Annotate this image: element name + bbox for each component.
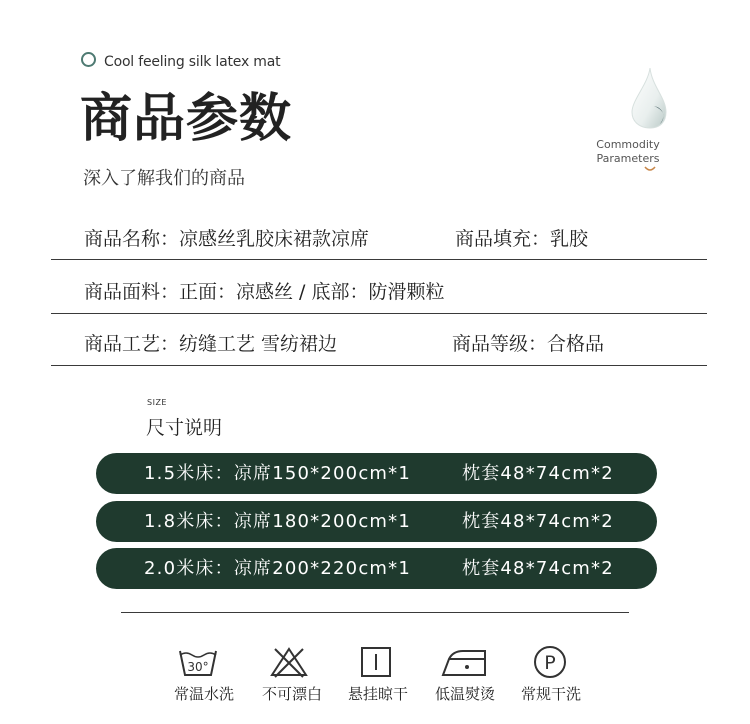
size-row-pillow: 枕套48*74cm*2: [462, 511, 614, 532]
care-label: 常规干洗: [520, 685, 581, 703]
param-name: 商品名称：凉感丝乳胶床裙款凉席: [84, 228, 370, 250]
wash-30-icon: [178, 645, 218, 679]
care-label: 低温熨烫: [434, 685, 495, 703]
size-row-mat: 1.8米床：凉席180*200cm*1: [144, 511, 412, 532]
divider: [51, 259, 707, 260]
page-subtitle: 深入了解我们的商品: [83, 168, 245, 189]
size-row-pillow: 枕套48*74cm*2: [462, 558, 614, 579]
water-drop-icon: [624, 66, 674, 132]
divider: [51, 313, 707, 314]
low-iron-icon: [441, 645, 489, 679]
badge-line-2: Parameters: [596, 152, 660, 165]
param-grade: 商品等级：合格品: [452, 333, 605, 355]
tagline: Cool feeling silk latex mat: [104, 54, 281, 70]
size-row-3: [96, 548, 657, 589]
wash-temp: 30°: [187, 660, 209, 674]
care-label: 常温水洗: [173, 685, 234, 703]
param-fabric: 商品面料：正面：凉感丝 / 底部：防滑颗粒: [84, 281, 445, 303]
param-filling: 商品填充：乳胶: [455, 228, 589, 250]
param-craft: 商品工艺：纺缝工艺 雪纺裙边: [84, 333, 338, 355]
size-row-1: [96, 453, 657, 494]
divider: [51, 365, 707, 366]
dry-clean-p-icon: [530, 645, 570, 679]
svg-text:P: P: [544, 652, 556, 674]
smile-mark-icon: [643, 165, 657, 173]
size-row-2: [96, 501, 657, 542]
no-bleach-icon: [269, 645, 309, 679]
size-title: 尺寸说明: [146, 417, 223, 439]
care-label: 不可漂白: [261, 685, 322, 703]
size-caption: SIZE: [147, 398, 167, 407]
size-row-mat: 1.5米床：凉席150*200cm*1: [144, 463, 412, 484]
tagline-circle-icon: [81, 52, 96, 67]
size-row-pillow: 枕套48*74cm*2: [462, 463, 614, 484]
size-row-mat: 2.0米床：凉席200*220cm*1: [144, 558, 412, 579]
care-label: 悬挂晾干: [347, 685, 408, 703]
divider: [121, 612, 629, 613]
hang-dry-icon: [356, 645, 396, 679]
commodity-parameters-label: [582, 138, 674, 166]
badge-line-1: Commodity: [596, 138, 660, 151]
page-title: 商品参数: [80, 89, 293, 149]
